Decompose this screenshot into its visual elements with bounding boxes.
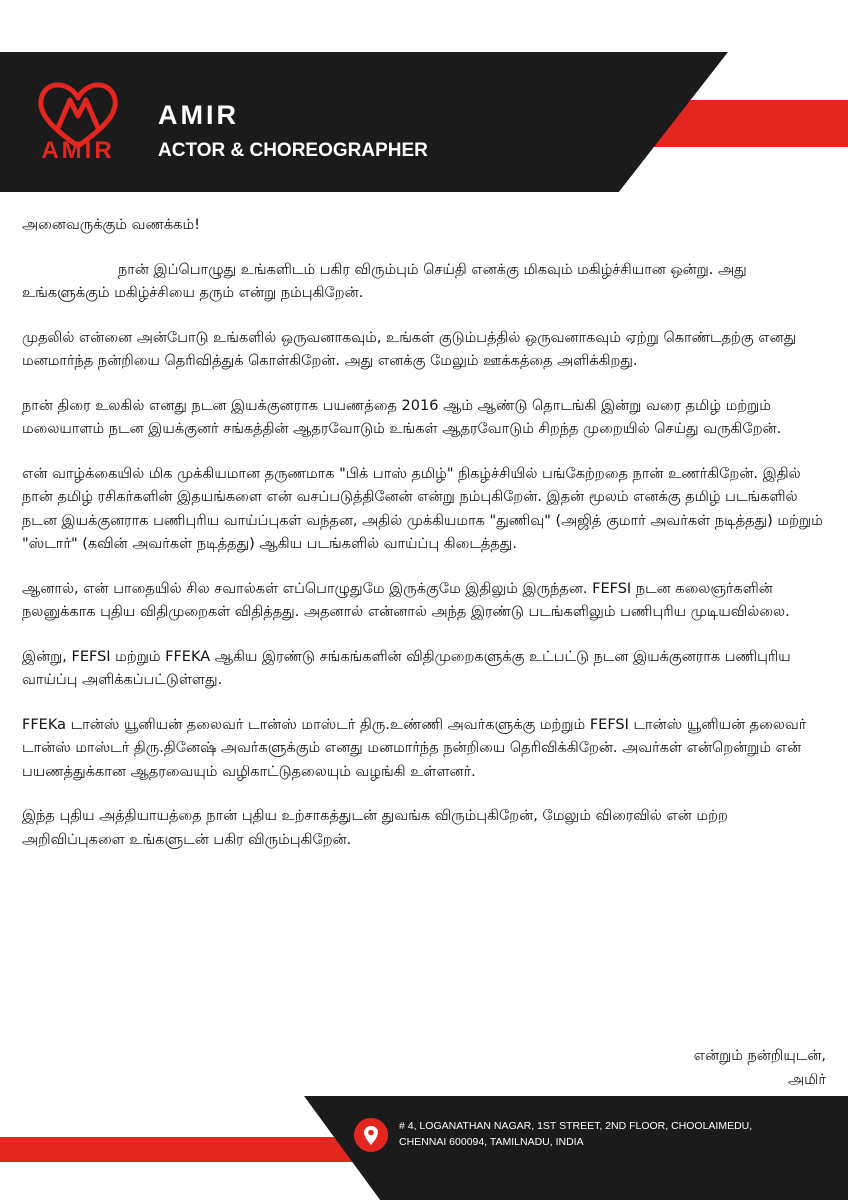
letter-paragraph-3: நான் திரை உலகில் எனது நடன இயக்குனராக பயணத்தை 2016 ஆம் ஆண்டு தொடங்கி இன்று வரை தமிழ் மற்றும் மலையாளம் நடன இயக்குனர் சங்கத்தின் ஆதரவோடும் உங்கள் ஆதரவோடும் சிறந்த முறையில் செய்து வருகிறேன். (22, 397, 782, 437)
logo-wordmark: AMIR (41, 137, 115, 164)
letter-paragraph-4: என் வாழ்க்கையில் மிக முக்கியமான தருணமாக "பிக் பாஸ் தமிழ்" நிகழ்ச்சியில் பங்கேற்றதை நான் உணர்கிறேன். இதில் நான் தமிழ் ரசிகர்களின் இதயங்களை என் வசப்படுத்தினேன் என்று நம்புகிறேன். இதன் மூலம் எனக்கு தமிழ் படங்களில் நடன இயக்குனராக பணிபுரிய வாய்ப்புகள் வந்தன, அதில் முக்கியமாக "துணிவு" (அஜித் குமார் அவர்கள் நடித்தது) மற்றும் "ஸ்டார்" (கவின் அவர்கள் நடித்தது) ஆகிய படங்களில் வாய்ப்பு கிடைத்தது. (22, 465, 823, 552)
signature-block (694, 1044, 826, 1092)
letter-paragraph-1: நான் இப்பொழுது உங்களிடம் பகிர விரும்பும் செய்தி எனக்கு மிகவும் மகிழ்ச்சியான ஒன்று. அது உங்களுக்கும் மகிழ்ச்சியை தரும் என்று நம்புகிறேன். (22, 261, 747, 301)
footer-address (399, 1118, 839, 1150)
letter-paragraph-5: ஆனால், என் பாதையில் சில சவால்கள் எப்பொழுதுமே இருக்குமே இதிலும் இருந்தன. FEFSI நடன கலைஞர்களின் நலனுக்காக புதிய விதிமுறைகள் விதித்தது. அதனால் என்னால் அந்த இரண்டு படங்களிலும் பணிபுரிய முடியவில்லை. (22, 580, 790, 620)
letter-closing: என்றும் நன்றியுடன், (693, 1048, 826, 1064)
brand-role: ACTOR & CHOREOGRAPHER (158, 140, 428, 161)
letter-paragraph-8: இந்த புதிய அத்தியாயத்தை நான் புதிய உற்சாகத்துடன் துவங்க விரும்புகிறேன், மேலும் விரைவில் என் மற்ற அறிவிப்புகளை உங்களுடன் பகிர விரும்புகிறேன். (22, 808, 728, 848)
letter-signature: அமிர் (788, 1072, 826, 1088)
letter-body (22, 214, 828, 873)
address-line-2: CHENNAI 600094, TAMILNADU, INDIA (399, 1136, 584, 1148)
letter-paragraph-6: இன்று, FEFSI மற்றும் FFEKA ஆகிய இரண்டு சங்கங்களின் விதிமுறைகளுக்கு உட்பட்டு நடன இயக்குனராக பணிபுரிய வாய்ப்பு அளிக்கப்பட்டுள்ளது. (22, 648, 791, 688)
letter-greeting: அனைவருக்கும் வணக்கம்! (22, 217, 200, 233)
address-line-1: # 4, LOGANATHAN NAGAR, 1ST STREET, 2ND FLOOR, CHOOLAIMEDU, (399, 1120, 753, 1132)
letter-paragraph-2: முதலில் என்னை அன்போடு உங்களில் ஒருவனாகவும், உங்கள் குடும்பத்தில் ஒருவனாகவும் ஏற்று கொண்டதற்கு எனது மனமார்ந்த நன்றியை தெரிவித்துக் கொள்கிறேன். அது எனக்கு மேலும் ஊக்கத்தை அளிக்கிறது. (22, 329, 797, 369)
location-pin-icon (354, 1118, 388, 1152)
letter-paragraph-7: FFEKa டான்ஸ் யூனியன் தலைவர் டான்ஸ் மாஸ்டர் திரு.உண்ணி அவர்களுக்கு மற்றும் FEFSI டான்ஸ் யூனியன் தலைவர் டான்ஸ் மாஸ்டர் திரு.தினேஷ் அவர்களுக்கும் எனது மனமார்ந்த நன்றியை தெரிவிக்கிறேன். அவர்கள் என்றென்றும் என் பயணத்துக்கான ஆதரவையும் வழிகாட்டுதலையும் வழங்கி உள்ளனர். (22, 716, 807, 780)
brand-name: AMIR (158, 100, 239, 130)
